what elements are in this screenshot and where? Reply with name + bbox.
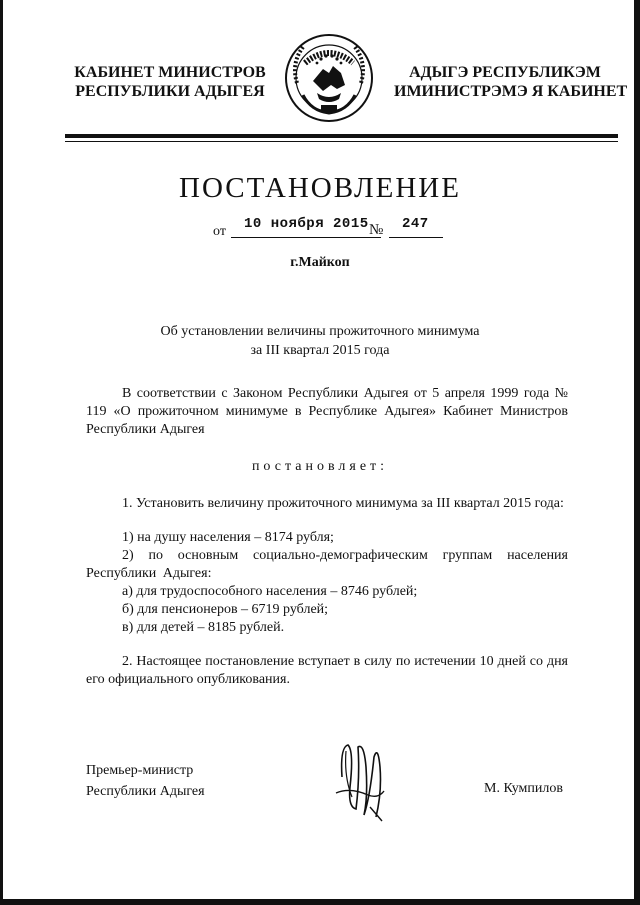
item-1-2b: б) для пенсионеров – 6719 рублей; [122,602,329,617]
item-1-2a: а) для трудоспособного населения – 8746 рублей; [122,584,418,599]
preamble-paragraph: В соответствии с Законом Республики Адыгея от 5 апреля 1999 года № 119 «О прожиточном минимуме в Республике Адыгея» Кабинет Министров Республики Адыгея [86,386,568,437]
subject-line-1: Об установлении величины прожиточного минимума [160,324,480,339]
number-label: № [369,222,384,238]
item-1-1: 1) на душу населения – 8174 рубля; [122,530,334,545]
header-rule-thin [65,141,618,142]
number-underline [389,237,443,238]
scan-edge-bottom [0,899,640,905]
subject-line-2: за III квартал 2015 года [250,343,390,358]
item-2: 2. Настоящее постановление вступает в силу по истечении 10 дней со дня его официального опубликования. [86,654,568,687]
position-line-2: Республики Адыгея [86,784,205,799]
issuer-line-2: РЕСПУБЛИКИ АДЫГЕЯ [75,83,265,100]
position-line-1: Премьер-министр [86,763,194,778]
date-underline [231,237,381,238]
date-number-row [213,216,453,240]
issuer-adyghe-line-1: АДЫГЭ РЕСПУБЛИКЭМ [409,64,601,81]
date-label: от [213,224,226,239]
issuer-adyghe-line-2: ИМИНИСТРЭМЭ Я КАБИНЕТ [394,83,628,100]
issuer-line-1: КАБИНЕТ МИНИСТРОВ [74,64,266,81]
date-value: 10 ноября 2015 [244,216,369,232]
city: г.Майкоп [290,255,350,270]
item-1-2c: в) для детей – 8185 рублей. [122,620,285,635]
coat-of-arms-emblem [283,33,375,123]
resolves-word: постановляет: [251,459,389,474]
scan-edge-right [634,0,640,905]
issuer-name-russian [72,63,268,101]
item-1: 1. Установить величину прожиточного минимума за III квартал 2015 года: [122,496,564,511]
document-title: ПОСТАНОВЛЕНИЕ [179,172,461,204]
number-value: 247 [402,216,429,232]
scan-edge-left [0,0,3,905]
item-1-2: 2) по основным социально-демографическим группам населения Республики Адыгея: [86,548,568,581]
issuer-name-adyghe [394,63,628,101]
signatory-position [86,760,205,802]
document-subject [0,322,640,360]
handwritten-signature [330,737,388,822]
header-rule-thick [65,134,618,138]
signatory-name: М. Кумпилов [484,781,563,796]
